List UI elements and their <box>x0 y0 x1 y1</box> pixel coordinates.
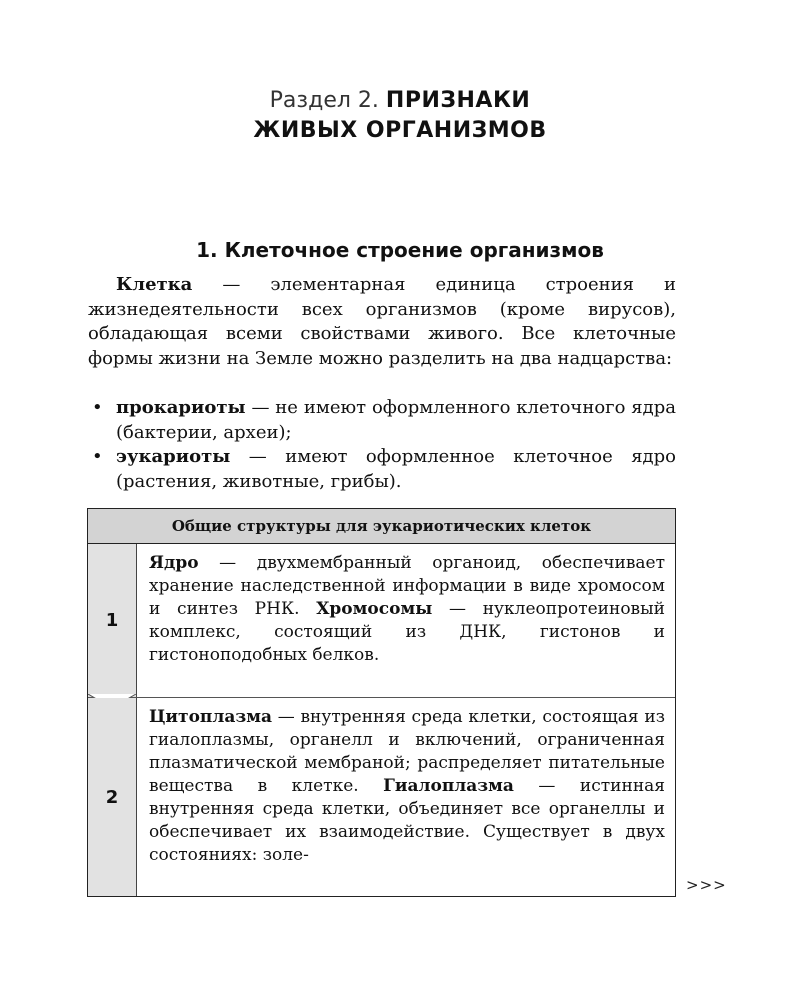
intro-paragraph <box>88 273 676 371</box>
section-label: Раздел <box>269 88 351 113</box>
row-term: Хромосомы <box>316 599 433 619</box>
chapter-title-text: Клеточное строение организмов <box>224 238 604 262</box>
intro-text: — элементарная единица строения и жизнедеятельности всех организмов (кроме вирусов), обладающая всеми свойствами живого. Все клеточные формы жизни на Земле можно разделить на два надцарства: <box>88 274 676 369</box>
bullet-term: эукариоты <box>116 446 231 467</box>
section-number: 2. <box>357 88 379 113</box>
table-row <box>88 698 675 896</box>
row-content <box>137 544 675 697</box>
continuation-marker: >>> <box>686 876 727 894</box>
structures-table <box>87 508 676 897</box>
chapter-title <box>0 236 800 264</box>
bullet-marker: • <box>92 446 103 467</box>
list-item <box>88 396 676 445</box>
row-term: Ядро <box>149 553 199 573</box>
section-title-line2: ЖИВЫХ ОРГАНИЗМОВ <box>253 118 547 143</box>
bullet-marker: • <box>92 397 103 418</box>
bullet-text: — имеют оформленное клеточное ядро (растения, животные, грибы). <box>116 446 676 492</box>
section-title-line1: ПРИЗНАКИ <box>385 88 531 113</box>
bullet-term: прокариоты <box>116 397 246 418</box>
row-text: — внутренняя среда клетки, состоящая из гиалоплазмы, органелл и включений, ограниченная плазматической мембраной; распределяет питательные вещества в клетке. <box>149 707 665 796</box>
bullet-list <box>88 396 676 494</box>
section-title <box>0 86 800 146</box>
chapter-number: 1. <box>196 238 218 262</box>
row-term: Цитоплазма <box>149 707 272 727</box>
row-content <box>137 698 675 896</box>
row-text: — нуклеопротеиновый комплекс, состоящий из ДНК, гистонов и гистоноподобных белков. <box>149 599 665 665</box>
table-row <box>88 544 675 698</box>
row-text: — истинная внутренняя среда клетки, объединяет все органеллы и обеспечивает их взаимодействие. Существует в двух состояниях: золе- <box>149 776 666 865</box>
row-number: 2 <box>88 698 137 896</box>
intro-term: Клетка <box>116 274 193 295</box>
list-item <box>88 445 676 494</box>
row-text: — двухмембранный органоид, обеспечивает хранение наследственной информации в виде хромосом и синтез РНК. <box>149 553 665 619</box>
row-term: Гиалоплазма <box>383 776 514 796</box>
row-number: 1 <box>88 544 137 697</box>
table-header: Общие структуры для эукариотических клеток <box>88 509 675 544</box>
bullet-text: — не имеют оформленного клеточного ядра (бактерии, археи); <box>116 397 676 443</box>
